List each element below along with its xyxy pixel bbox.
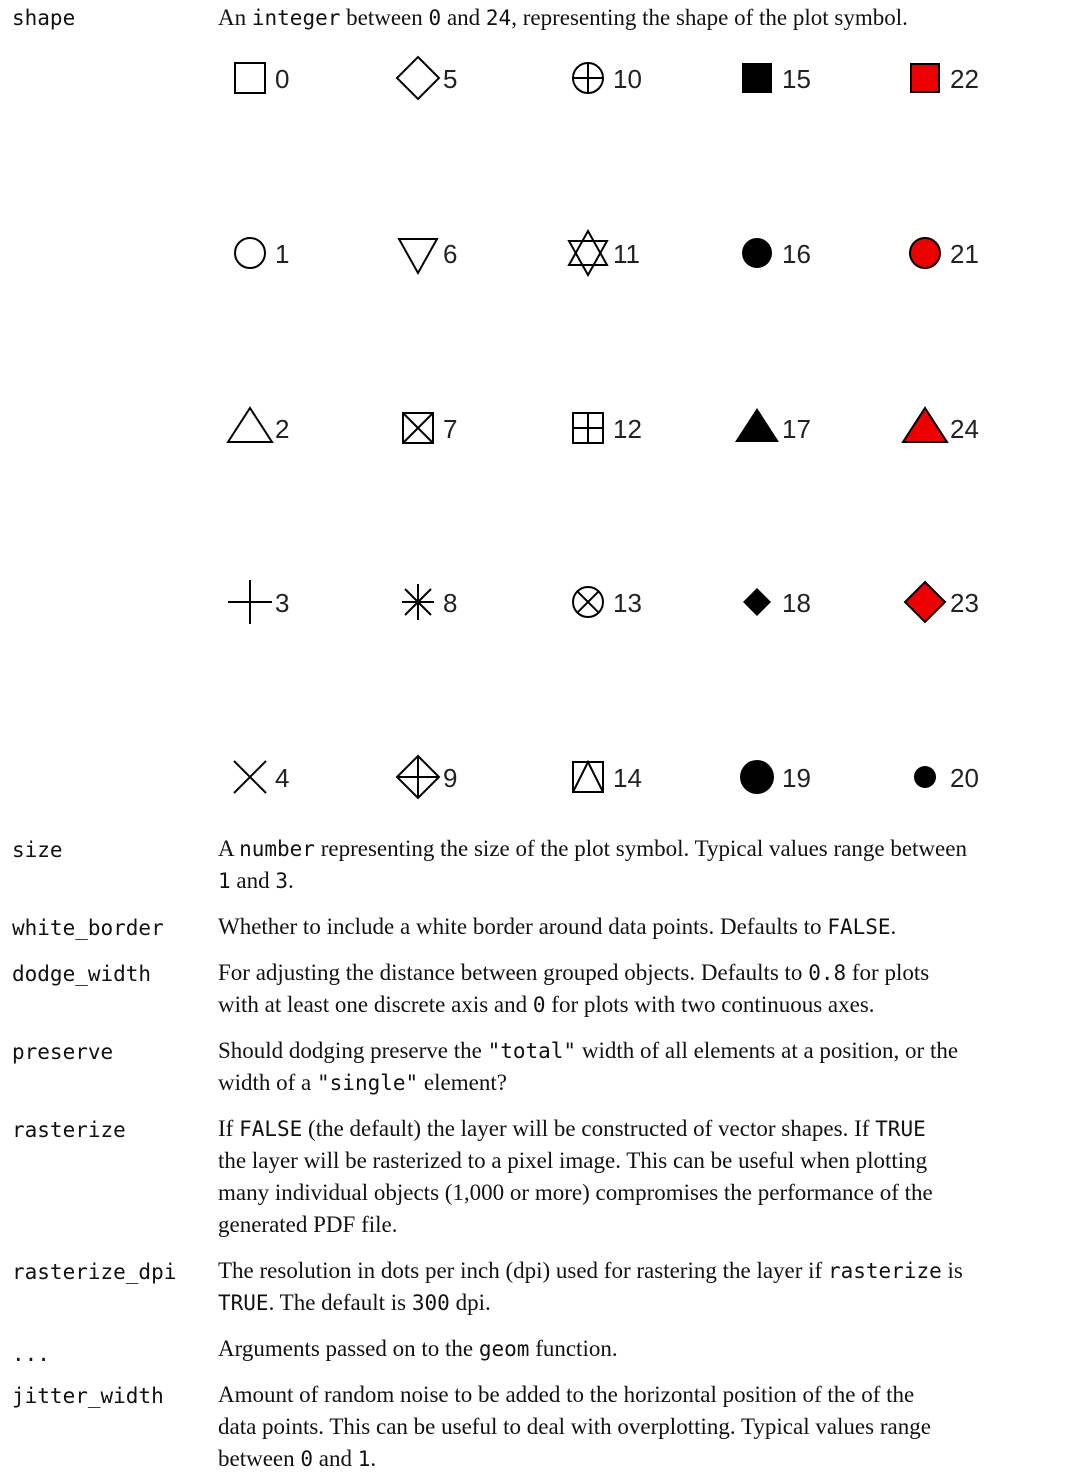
desc-text: with at least one discrete axis and [218,992,533,1017]
red-filled-circle-outlined-icon [910,238,940,268]
param-desc-white-border [218,911,1060,943]
open-circle-icon [235,238,265,268]
open-square-icon [235,63,265,93]
desc-text: representing the size of the plot symbol. Typical values range between [314,836,967,861]
desc-text: dpi. [449,1290,491,1315]
desc-code: number [239,837,315,861]
desc-code: "single" [317,1071,419,1095]
shape-number-label: 5 [443,64,458,94]
open-diamond-icon [397,57,439,99]
desc-line: data points. This can be useful to deal with overplotting. Typical values range [218,1414,931,1439]
shape-number-label: 17 [782,414,811,444]
shape-number-label: 8 [443,588,458,618]
desc-code: 0 [532,993,546,1017]
cross-icon [234,761,266,793]
desc-line: Amount of random noise to be added to the horizontal position of the of the [218,1382,915,1407]
desc-code: TRUE [875,1117,926,1141]
desc-text: is [941,1258,963,1283]
shape-number-label: 14 [613,763,642,793]
param-desc-rasterize [218,1113,1060,1241]
shape-number-label: 21 [950,239,979,269]
param-name-preserve: preserve [12,1040,114,1064]
desc-text: between [340,5,429,30]
param-name-size: size [12,838,63,862]
filled-diamond-small-icon [743,588,771,616]
desc-code: 1 [357,1447,371,1471]
desc-text: Should dodging preserve the [218,1038,488,1063]
param-desc-dodge-width [218,957,1060,1021]
shape-number-label: 18 [782,588,811,618]
param-name-dodge-width: dodge_width [12,962,152,986]
desc-code: 0 [428,6,442,30]
diamond-plus-icon [397,756,439,798]
shape-number-label: 0 [275,64,290,94]
open-triangle-up-icon [228,408,272,442]
desc-text: and [230,868,276,893]
shape-number-label: 24 [950,414,979,444]
circle-cross-icon [573,587,603,617]
param-name-rasterize: rasterize [12,1118,126,1142]
asterisk-icon [402,584,434,620]
desc-text: . The default is [268,1290,412,1315]
square-cross-icon [403,413,433,443]
desc-text: and [313,1446,358,1471]
shape-number-label: 2 [275,414,290,444]
shape-number-label: 13 [613,588,642,618]
param-name-white-border: white_border [12,916,164,940]
filled-circle-small-icon [914,766,936,788]
shape-number-label: 19 [782,763,811,793]
desc-code: "total" [487,1039,577,1063]
desc-text: An [218,5,252,30]
desc-text: A [218,836,240,861]
desc-text: for plots with two continuous axes. [545,992,875,1017]
desc-text: width of all elements at a position, or the [576,1038,959,1063]
square-triangle-icon [573,762,603,792]
filled-circle-large-icon [740,760,774,794]
desc-code: geom [478,1337,530,1361]
param-desc-jitter-width [218,1379,1060,1475]
param-name-shape: shape [12,6,76,30]
desc-code: 0.8 [808,961,847,985]
filled-triangle-up-icon [735,408,779,442]
plus-icon [228,580,272,624]
desc-line: the layer will be rasterized to a pixel image. This can be useful when plotting [218,1148,928,1173]
red-filled-square-outlined-icon [911,64,939,92]
param-name-jitter-width: jitter_width [12,1384,164,1408]
param-name-rasterize-dpi: rasterize_dpi [12,1260,177,1284]
star-of-david-icon [569,231,607,275]
desc-text: for plots [846,960,930,985]
shape-number-label: 23 [950,588,979,618]
shape-number-label: 15 [782,64,811,94]
param-desc-size [218,833,1060,897]
desc-code: 300 [411,1291,450,1315]
desc-text: between [218,1446,301,1471]
desc-text: element? [418,1070,507,1095]
desc-text: Arguments passed on to the [218,1336,479,1361]
param-desc-preserve [218,1035,1060,1099]
shape-number-label: 4 [275,763,290,793]
desc-text: . [370,1446,377,1471]
square-plus-icon [573,413,603,443]
red-filled-diamond-outlined-icon [905,582,945,622]
desc-code: FALSE [239,1117,303,1141]
desc-code: 3 [275,869,289,893]
desc-code: 0 [300,1447,314,1471]
desc-code: FALSE [827,915,891,939]
desc-text: Whether to include a white border around data points. Defaults to [218,914,828,939]
desc-text: . [890,914,897,939]
circle-plus-icon [573,63,603,93]
shape-number-label: 3 [275,588,290,618]
desc-code: 1 [218,869,231,893]
open-triangle-down-icon [399,239,437,273]
desc-text: If [218,1116,240,1141]
red-filled-triangle-outlined-icon [903,408,947,442]
param-name-dots: ... [12,1342,50,1366]
desc-code: TRUE [218,1291,269,1315]
desc-text: , representing the shape of the plot symbol. [511,5,908,30]
desc-text: The resolution in dots per inch (dpi) used for rastering the layer if [218,1258,828,1283]
desc-text: (the default) the layer will be constructed of vector shapes. If [302,1116,876,1141]
desc-text: . [288,868,294,893]
shape-number-label: 11 [613,239,640,269]
desc-text: For adjusting the distance between grouped objects. Defaults to [218,960,809,985]
desc-text: function. [529,1336,618,1361]
shape-number-label: 9 [443,763,458,793]
desc-text: and [441,5,486,30]
param-desc-dots [218,1333,1060,1365]
shape-number-label: 12 [613,414,642,444]
shape-number-label: 7 [443,414,458,444]
desc-code: 24 [485,6,512,30]
filled-circle-icon [742,238,772,268]
desc-text: width of a [218,1070,318,1095]
desc-line: generated PDF file. [218,1212,398,1237]
shape-number-label: 20 [950,763,979,793]
shape-number-label: 1 [275,239,290,269]
param-desc-rasterize-dpi [218,1255,1060,1319]
desc-code: integer [251,6,341,30]
desc-line: many individual objects (1,000 or more) compromises the performance of the [218,1180,933,1205]
filled-square-icon [742,63,772,93]
shape-number-label: 16 [782,239,811,269]
shape-number-label: 10 [613,64,642,94]
shape-number-label: 6 [443,239,458,269]
shape-number-label: 22 [950,64,979,94]
desc-code: rasterize [827,1259,942,1283]
